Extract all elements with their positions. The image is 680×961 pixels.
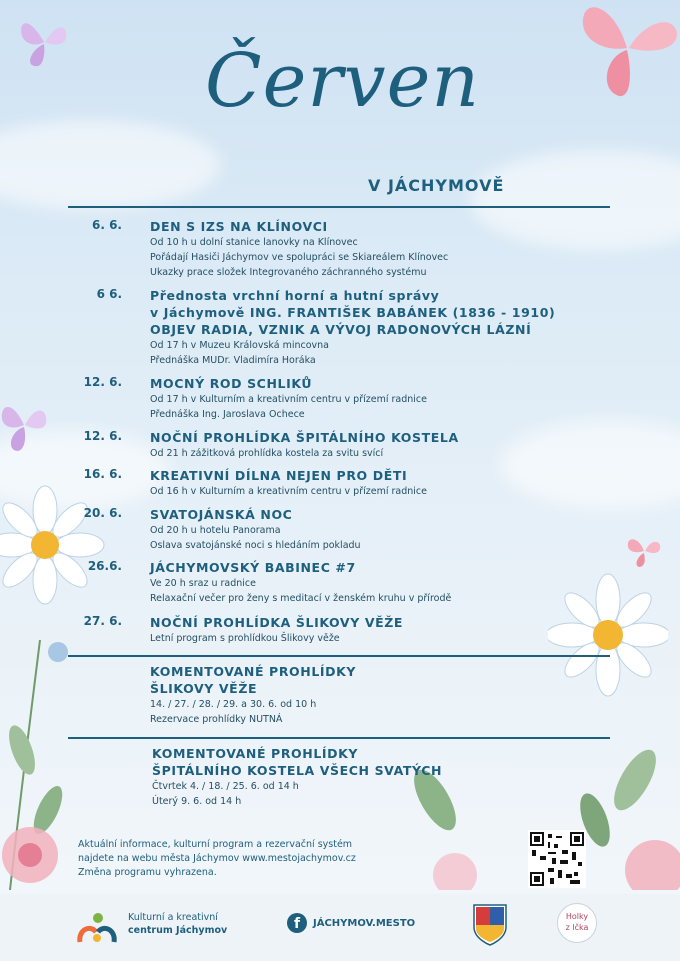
event-heading: Přednosta vrchní horní a hutní správy [150,288,440,303]
event-detail: Od 17 h v Muzeu Královská mincovna [150,340,329,351]
event-heading: OBJEV RADIA, VZNIK A VÝVOJ RADONOVÝCH LÁZNÍ [150,322,532,337]
tour-heading: KOMENTOVANÉ PROHLÍDKY [150,664,357,679]
event-detail: Relaxační večer pro ženy s meditací v ženském kruhu v přírodě [150,593,452,604]
event-heading: MOCNÝ ROD SCHLIKŮ [150,376,313,391]
event-date: 26.6. [87,559,122,573]
page-subtitle: V JÁCHYMOVĚ [368,176,505,195]
facebook-link[interactable]: JÁCHYMOV.MESTO [313,918,416,929]
facebook-icon[interactable]: f [287,913,307,933]
event-detail: Od 16 h v Kulturním a kreativním centru v přízemí radnice [150,486,427,497]
divider [68,655,610,657]
event-date: 6 6. [96,287,122,301]
event-detail: Od 17 h v Kulturním a kreativním centru v přízemí radnice [150,394,427,405]
event-date: 16. 6. [83,467,122,481]
tour-detail: 14. / 27. / 28. / 29. a 30. 6. od 10 h [150,699,317,710]
tour-heading: ŠPITÁLNÍHO KOSTELA VŠECH SVATÝCH [152,763,443,778]
event-date: 12. 6. [83,375,122,389]
butterfly-icon [626,535,662,569]
butterfly-icon [0,395,48,455]
event-detail: Od 21 h zážitková prohlídka kostela za svitu svící [150,448,384,459]
event-heading: JÁCHYMOVSKÝ BABINEC #7 [150,560,356,575]
event-heading: DEN S IZS NA KLÍNOVCI [150,219,328,234]
event-date: 20. 6. [83,506,122,520]
coat-of-arms-icon [472,903,508,947]
event-heading: SVATOJÁNSKÁ NOC [150,507,293,522]
tour-detail: Rezervace prohlídky NUTNÁ [150,714,283,725]
event-detail: Ve 20 h sraz u radnice [150,578,256,589]
event-detail: Oslava svatojánské noci s hledáním pokladu [150,540,361,551]
event-heading: NOČNÍ PROHLÍDKA ŠPITÁLNÍHO KOSTELA [150,430,459,445]
event-date: 12. 6. [83,429,122,443]
event-date: 27. 6. [83,614,122,628]
event-heading: v Jáchymově ING. FRANTIŠEK BABÁNEK (1836 - 1910) [150,305,556,320]
info-text [78,838,356,880]
page-title: Červen [205,38,481,124]
butterfly-icon [18,12,70,72]
daisy-icon [0,485,110,605]
event-detail: Přednáška Ing. Jaroslava Ochece [150,409,305,420]
culture-center-name: Kulturní a kreativní centrum Jáchymov [128,912,228,936]
event-detail: Přednáška MUDr. Vladimíra Horáka [150,355,316,366]
daisy-icon [548,572,668,697]
info-line: Změna programu vyhrazena. [78,867,217,878]
culture-center-logo-icon [76,912,118,946]
event-detail: Ukazky prace složek Integrovaného záchranného systému [150,267,427,278]
tour-heading: KOMENTOVANÉ PROHLÍDKY [152,746,359,761]
qr-code-icon[interactable] [528,830,586,888]
tour-detail: Čtvrtek 4. / 18. / 25. 6. od 14 h [152,781,299,792]
butterfly-icon [575,0,680,100]
event-heading: KREATIVNÍ DÍLNA NEJEN PRO DĚTI [150,468,408,483]
event-detail: Od 20 h u hotelu Panorama [150,525,281,536]
event-detail: Pořádají Hasiči Jáchymov ve spolupráci se Skiareálem Klínovec [150,252,449,263]
holky-badge: Holky z lčka [557,903,597,943]
event-heading: NOČNÍ PROHLÍDKA ŠLIKOVY VĚŽE [150,615,404,630]
event-detail: Letní program s prohlídkou Šlikovy věže [150,633,340,644]
event-detail: Od 10 h u dolní stanice lanovky na Klínovec [150,237,358,248]
tour-detail: Úterý 9. 6. od 14 h [152,796,242,807]
info-line: Aktuální informace, kulturní program a rezervační systém [78,839,353,850]
info-line: najdete na webu města Jáchymov www.mestojachymov.cz [78,853,356,864]
tour-heading: ŠLIKOVY VĚŽE [150,681,258,696]
divider [68,206,610,208]
event-date: 6. 6. [92,218,122,232]
divider [68,737,610,739]
